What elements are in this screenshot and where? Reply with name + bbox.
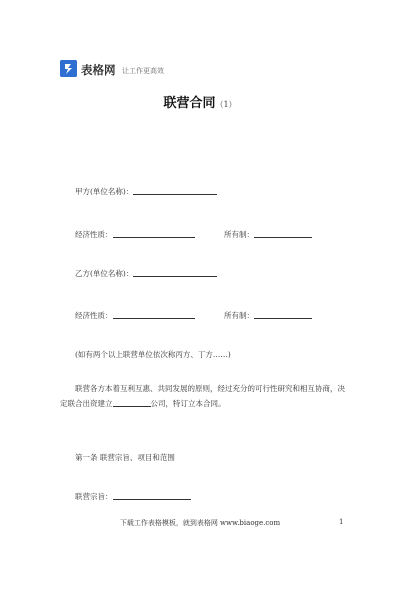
party-b-blank [133, 268, 217, 277]
party-b-line [75, 268, 217, 279]
document-title [0, 92, 400, 111]
economic-nature-label-1: 经济性质： [75, 230, 113, 239]
purpose-line [75, 491, 191, 502]
ownership-blank-1 [254, 229, 312, 238]
purpose-blank [113, 491, 191, 500]
intro-text-after: 公司，特订立本合同。 [150, 399, 226, 408]
footer-text: 下载工作表格模板，就到表格网 www.biaoge.com [119, 519, 281, 527]
economic-nature-blank-1 [113, 229, 195, 238]
ownership-label-2: 所有制： [224, 311, 254, 320]
ownership-line-1 [224, 229, 312, 240]
brand-name: 表格网 [81, 63, 116, 77]
party-a-line [75, 186, 217, 197]
brand-logo-icon [60, 60, 77, 77]
party-b-label: 乙方(单位名称)： [75, 269, 134, 278]
intro-paragraph [60, 381, 345, 411]
party-a-label: 甲方(单位名称)： [75, 187, 134, 196]
economic-nature-label-2: 经济性质： [75, 311, 113, 320]
economic-nature-blank-2 [113, 310, 195, 319]
article-1-heading: 第一条 联营宗旨、项目和范围 [75, 453, 175, 462]
parties-note: (如有两个以上联营单位依次称丙方、丁方……) [75, 350, 231, 359]
company-name-blank [113, 398, 151, 407]
party-a-blank [133, 186, 217, 195]
title-suffix: （1） [215, 100, 237, 109]
economic-nature-line-1 [75, 229, 195, 240]
intro-text-before: 联营各方本着互利互惠、共同发展的原则，经过充分的可行性研究和相互协商，决定联合出资建立 [60, 384, 345, 408]
title-text: 联营合同 [163, 96, 216, 111]
page-number: 1 [339, 518, 344, 526]
economic-nature-line-2 [75, 310, 195, 321]
ownership-line-2 [224, 310, 312, 321]
ownership-blank-2 [254, 310, 312, 319]
ownership-label-1: 所有制： [224, 230, 254, 239]
purpose-label: 联营宗旨： [75, 492, 113, 501]
brand-slogan: 让工作更高效 [122, 67, 164, 75]
